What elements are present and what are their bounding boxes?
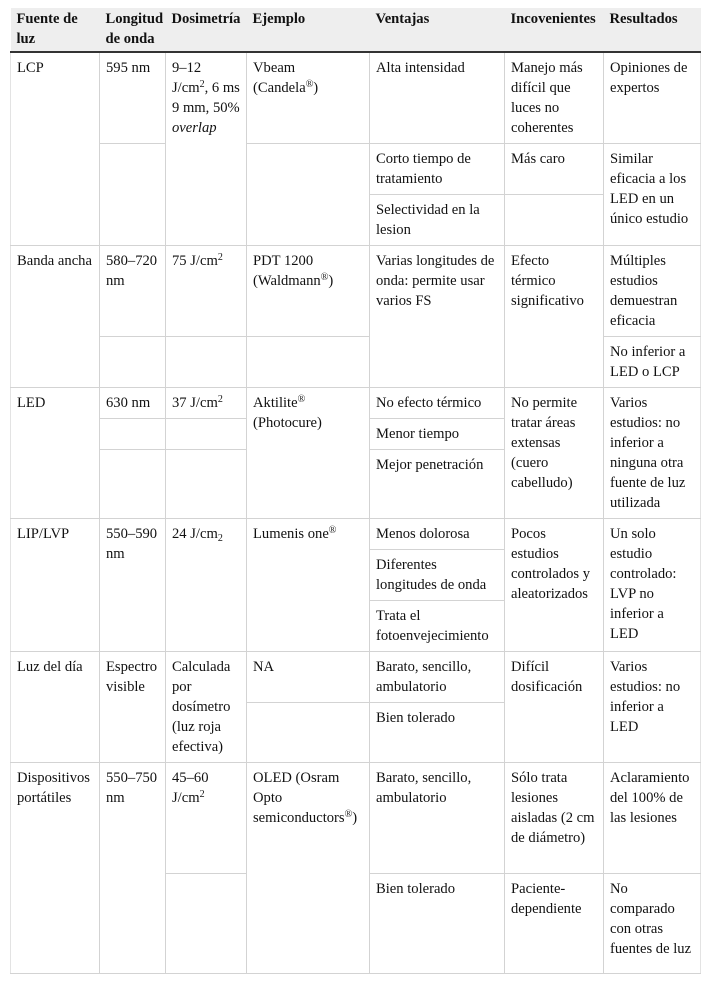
dosimetry-cell [166,450,247,519]
table-row [11,52,701,144]
header-disadvantages: Incovenientes [505,8,604,52]
advantage-cell: Barato, sencillo, ambulatorio [370,763,505,874]
source-cell: LIP/LVP [11,519,100,652]
source-cell: Dispositivos portátiles [11,763,100,974]
dosimetry-cell: 37 $J/cm^2$ [166,388,247,419]
advantage-cell: No efecto térmico [370,388,505,419]
example-cell: PDT 1200 (Waldmann®) [247,246,370,337]
wavelength-cell: 580–720 nm [100,246,166,337]
result-cell: Similar eficacia a los LED en un único estudio [604,144,701,246]
advantage-cell: Menor tiempo [370,419,505,450]
advantage-cell: Mejor penetración [370,450,505,519]
example-cell: NA [247,652,370,703]
table-row [11,388,701,419]
wavelength-cell [100,450,166,519]
header-source: Fuente de luz [11,8,100,52]
wavelength-cell: 595 nm [100,52,166,144]
table-row [11,519,701,550]
advantage-cell: Selectividad en la lesion [370,195,505,246]
wavelength-cell: 550–590 nm [100,519,166,652]
example-cell: Aktilite® (Photocure) [247,388,370,519]
example-cell: Lumenis one® [247,519,370,652]
disadvantage-cell: Manejo más difícil que luces no coherentes [505,52,604,144]
result-cell: No inferior a LED o LCP [604,337,701,388]
result-cell: Aclaramiento del 100% de las lesiones [604,763,701,874]
dosimetry-cell: 75 $J/cm^2$ [166,246,247,337]
dosimetry-cell [166,337,247,388]
example-cell [247,144,370,246]
wavelength-cell [100,144,166,246]
result-cell: Opiniones de expertos [604,52,701,144]
result-cell: Varios estudios: no inferior a LED [604,652,701,763]
disadvantage-cell: Efecto térmico significativo [505,246,604,388]
advantage-cell: Trata el fotoenvejecimiento [370,601,505,652]
disadvantage-cell: No permite tratar áreas extensas (cuero cabelludo) [505,388,604,519]
disadvantage-cell: Pocos estudios controlados y aleatorizados [505,519,604,652]
wavelength-cell: 550–750 nm [100,763,166,974]
table-row [11,652,701,703]
result-cell: No comparado con otras fuentes de luz [604,874,701,974]
disadvantage-cell [505,195,604,246]
header-results: Resultados [604,8,701,52]
wavelength-cell: Espectro visible [100,652,166,763]
dosimetry-cell: Calculada por dosímetro (luz roja efectiva) [166,652,247,763]
example-cell [247,703,370,763]
advantage-cell: Diferentes longitudes de onda [370,550,505,601]
dosimetry-cell [166,874,247,974]
wavelength-cell: 630 nm [100,388,166,419]
source-cell: LCP [11,52,100,246]
advantage-cell: Alta intensidad [370,52,505,144]
disadvantage-cell: Paciente-dependiente [505,874,604,974]
header-dosimetry: Dosimetría [166,8,247,52]
dosimetry-cell: 24 $J/cm_2$ [166,519,247,652]
source-cell: Banda ancha [11,246,100,388]
result-cell: Un solo estudio controlado: LVP no inferior a LED [604,519,701,652]
disadvantage-cell: Más caro [505,144,604,195]
advantage-cell: Menos dolorosa [370,519,505,550]
header-wavelength: Longitud de onda [100,8,166,52]
dosimetry-cell: 9–12 $J/cm^2$, 6 ms 9 mm, 50% overlap [166,52,247,246]
example-cell: Vbeam (Candela®) [247,52,370,144]
table-row [11,246,701,337]
advantage-cell: Bien tolerado [370,703,505,763]
header-advantages: Ventajas [370,8,505,52]
disadvantage-cell: Sólo trata lesiones aisladas (2 cm de diámetro) [505,763,604,874]
table-row [11,144,701,195]
table-row [11,763,701,874]
result-cell: Varios estudios: no inferior a ninguna otra fuente de luz utilizada [604,388,701,519]
advantage-cell: Varias longitudes de onda: permite usar varios FS [370,246,505,388]
advantage-cell: Barato, sencillo, ambulatorio [370,652,505,703]
header-example: Ejemplo [247,8,370,52]
advantage-cell: Corto tiempo de tratamiento [370,144,505,195]
disadvantage-cell: Difícil dosificación [505,652,604,763]
example-cell: OLED (Osram Opto semiconductors®) [247,763,370,974]
example-cell [247,337,370,388]
wavelength-cell [100,419,166,450]
source-cell: LED [11,388,100,519]
light-sources-table [10,8,701,974]
dosimetry-cell [166,419,247,450]
result-cell: Múltiples estudios demuestran eficacia [604,246,701,337]
header-row [11,8,701,52]
wavelength-cell [100,337,166,388]
dosimetry-cell: 45–60 $J/cm^2$ [166,763,247,874]
source-cell: Luz del día [11,652,100,763]
advantage-cell: Bien tolerado [370,874,505,974]
